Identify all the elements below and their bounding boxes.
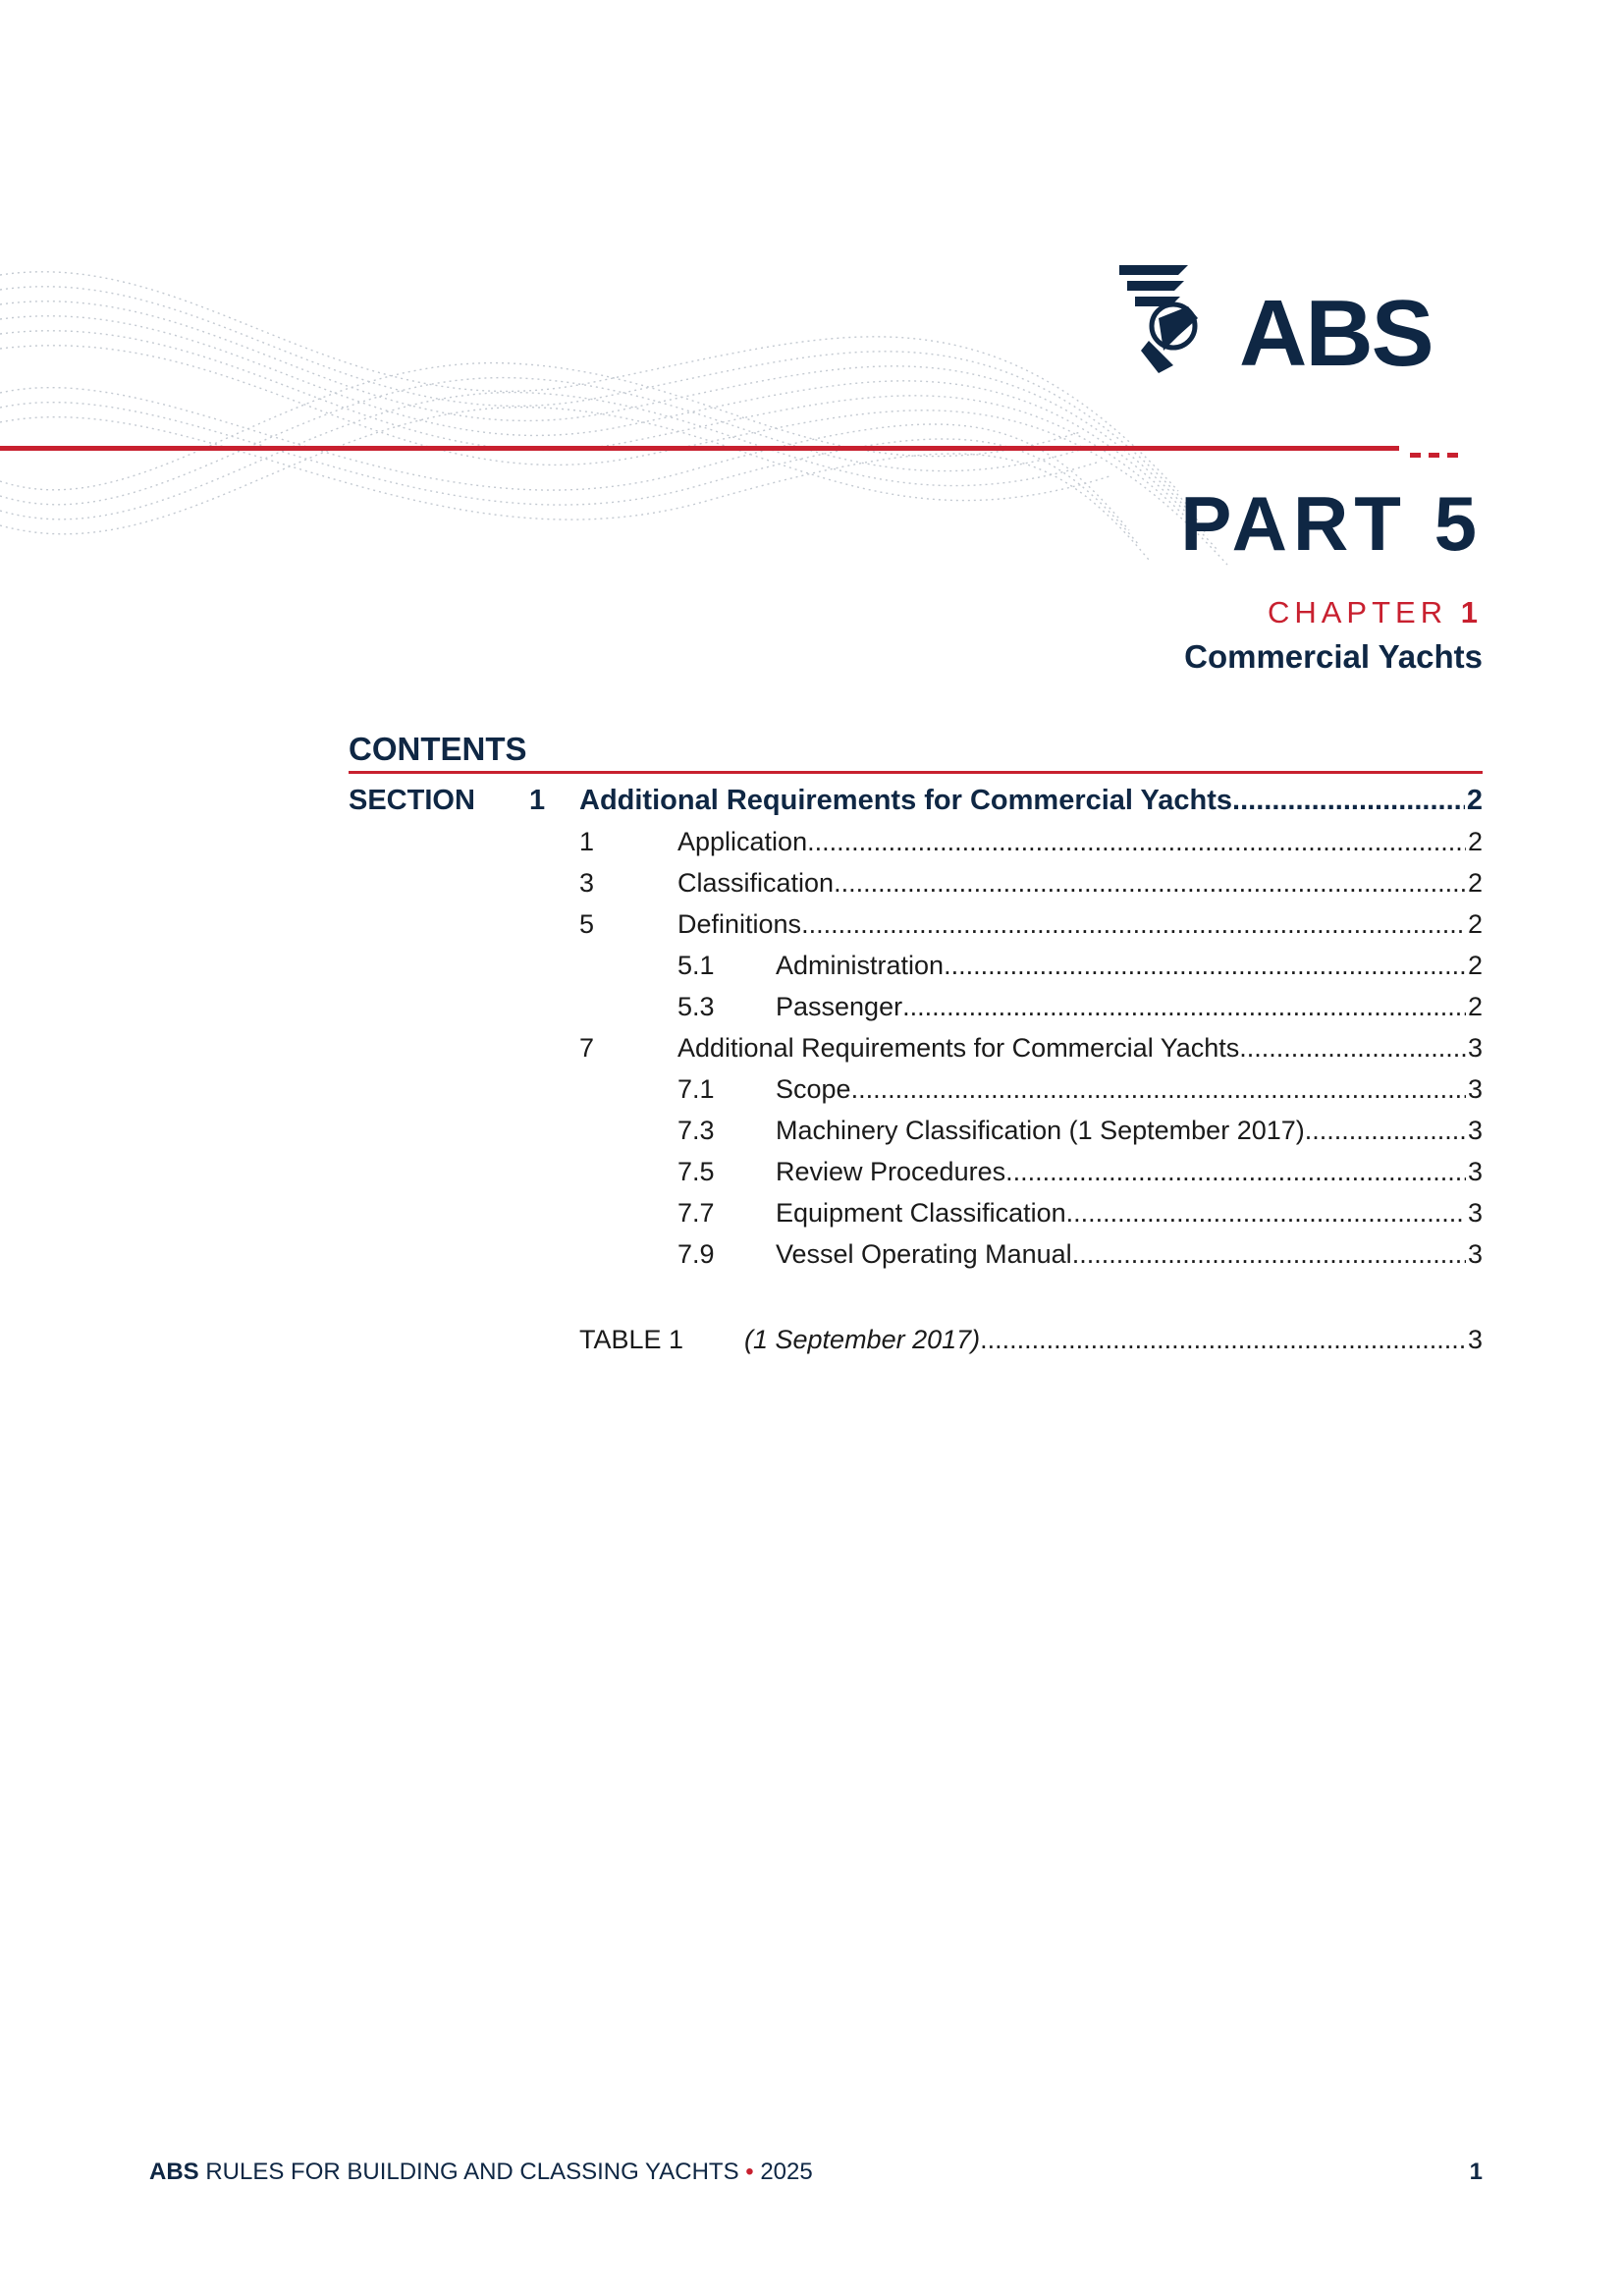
entry-title: Application xyxy=(677,827,808,856)
entry-title: Scope xyxy=(776,1074,851,1104)
toc-entry-row[interactable] xyxy=(0,904,1483,944)
footer-title: RULES FOR BUILDING AND CLASSING YACHTS xyxy=(205,2159,739,2185)
entry-number: 7.7 xyxy=(677,1198,715,1228)
toc-entry-row[interactable] xyxy=(0,1069,1483,1109)
entry-number: 7.9 xyxy=(677,1239,715,1269)
entry-page: 3 xyxy=(1467,1239,1483,1269)
entry-title: Machinery Classification (1 September 2017) xyxy=(776,1116,1305,1145)
entry-number: 7.1 xyxy=(677,1074,715,1104)
entry-number: 7.3 xyxy=(677,1116,715,1145)
entry-number: 1 xyxy=(579,827,595,856)
entry-page: 2 xyxy=(1467,868,1483,898)
entry-title: Administration xyxy=(776,951,945,980)
eagle-emblem-icon xyxy=(1119,257,1208,385)
header-red-rule xyxy=(0,446,1399,451)
entry-number: 7.5 xyxy=(677,1157,715,1186)
toc-entry-row[interactable] xyxy=(0,1152,1483,1191)
entry-title: Additional Requirements for Commercial Yachts xyxy=(677,1033,1240,1063)
chapter-number: 1 xyxy=(1460,595,1483,629)
toc-entry-row[interactable] xyxy=(0,987,1483,1026)
table-page: 3 xyxy=(1467,1325,1483,1354)
chapter-title: Commercial Yachts xyxy=(1184,638,1483,675)
entry-page: 2 xyxy=(1467,909,1483,939)
part-title: PART 5 xyxy=(1180,480,1483,567)
contents-red-rule xyxy=(349,771,1483,774)
page-footer xyxy=(149,2159,813,2186)
toc-entry-row[interactable] xyxy=(0,863,1483,902)
entry-page: 3 xyxy=(1467,1157,1483,1186)
section-number: 1 xyxy=(529,785,546,816)
entry-page: 2 xyxy=(1467,827,1483,856)
entry-title: Definitions xyxy=(677,909,802,939)
toc-entry-row[interactable] xyxy=(0,1028,1483,1067)
toc-table-row[interactable] xyxy=(0,1320,1483,1359)
entry-title: Review Procedures xyxy=(776,1157,1006,1186)
entry-page: 2 xyxy=(1467,951,1483,980)
section-title: Additional Requirements for Commercial Yachts xyxy=(579,785,1233,816)
entry-title: Classification xyxy=(677,868,835,898)
entry-number: 5 xyxy=(579,909,595,939)
entry-page: 2 xyxy=(1467,992,1483,1021)
entry-title: Passenger xyxy=(776,992,903,1021)
footer-year: 2025 xyxy=(760,2159,813,2185)
footer-bullet: • xyxy=(745,2159,754,2185)
logo-text: ABS xyxy=(1239,281,1433,386)
entry-page: 3 xyxy=(1467,1198,1483,1228)
entry-page: 3 xyxy=(1467,1074,1483,1104)
chapter-label xyxy=(1268,595,1483,630)
footer-brand: ABS xyxy=(149,2159,199,2185)
abs-logo xyxy=(1119,257,1483,395)
entry-page: 3 xyxy=(1467,1116,1483,1145)
toc-entry-row[interactable] xyxy=(0,1234,1483,1274)
entry-number: 7 xyxy=(579,1033,595,1063)
entry-title: Equipment Classification xyxy=(776,1198,1066,1228)
page-number: 1 xyxy=(1469,2159,1483,2185)
toc-entry-row[interactable] xyxy=(0,822,1483,861)
table-label: TABLE 1 xyxy=(579,1325,684,1354)
toc-entry-row[interactable] xyxy=(0,946,1483,985)
entry-number: 5.1 xyxy=(677,951,715,980)
entry-page: 3 xyxy=(1467,1033,1483,1063)
toc-section-row[interactable] xyxy=(0,781,1483,820)
contents-heading: CONTENTS xyxy=(349,731,527,767)
header-red-dashes xyxy=(1410,445,1469,452)
toc-entry-row[interactable] xyxy=(0,1193,1483,1232)
section-page: 2 xyxy=(1466,785,1483,816)
section-leader xyxy=(579,781,1483,820)
toc-entry-row[interactable] xyxy=(0,1111,1483,1150)
entry-number: 3 xyxy=(579,868,595,898)
entry-number: 5.3 xyxy=(677,992,715,1021)
entry-title: Vessel Operating Manual xyxy=(776,1239,1072,1269)
table-title: (1 September 2017) xyxy=(744,1325,981,1354)
section-label: SECTION xyxy=(349,785,475,816)
chapter-word: CHAPTER xyxy=(1267,595,1448,629)
